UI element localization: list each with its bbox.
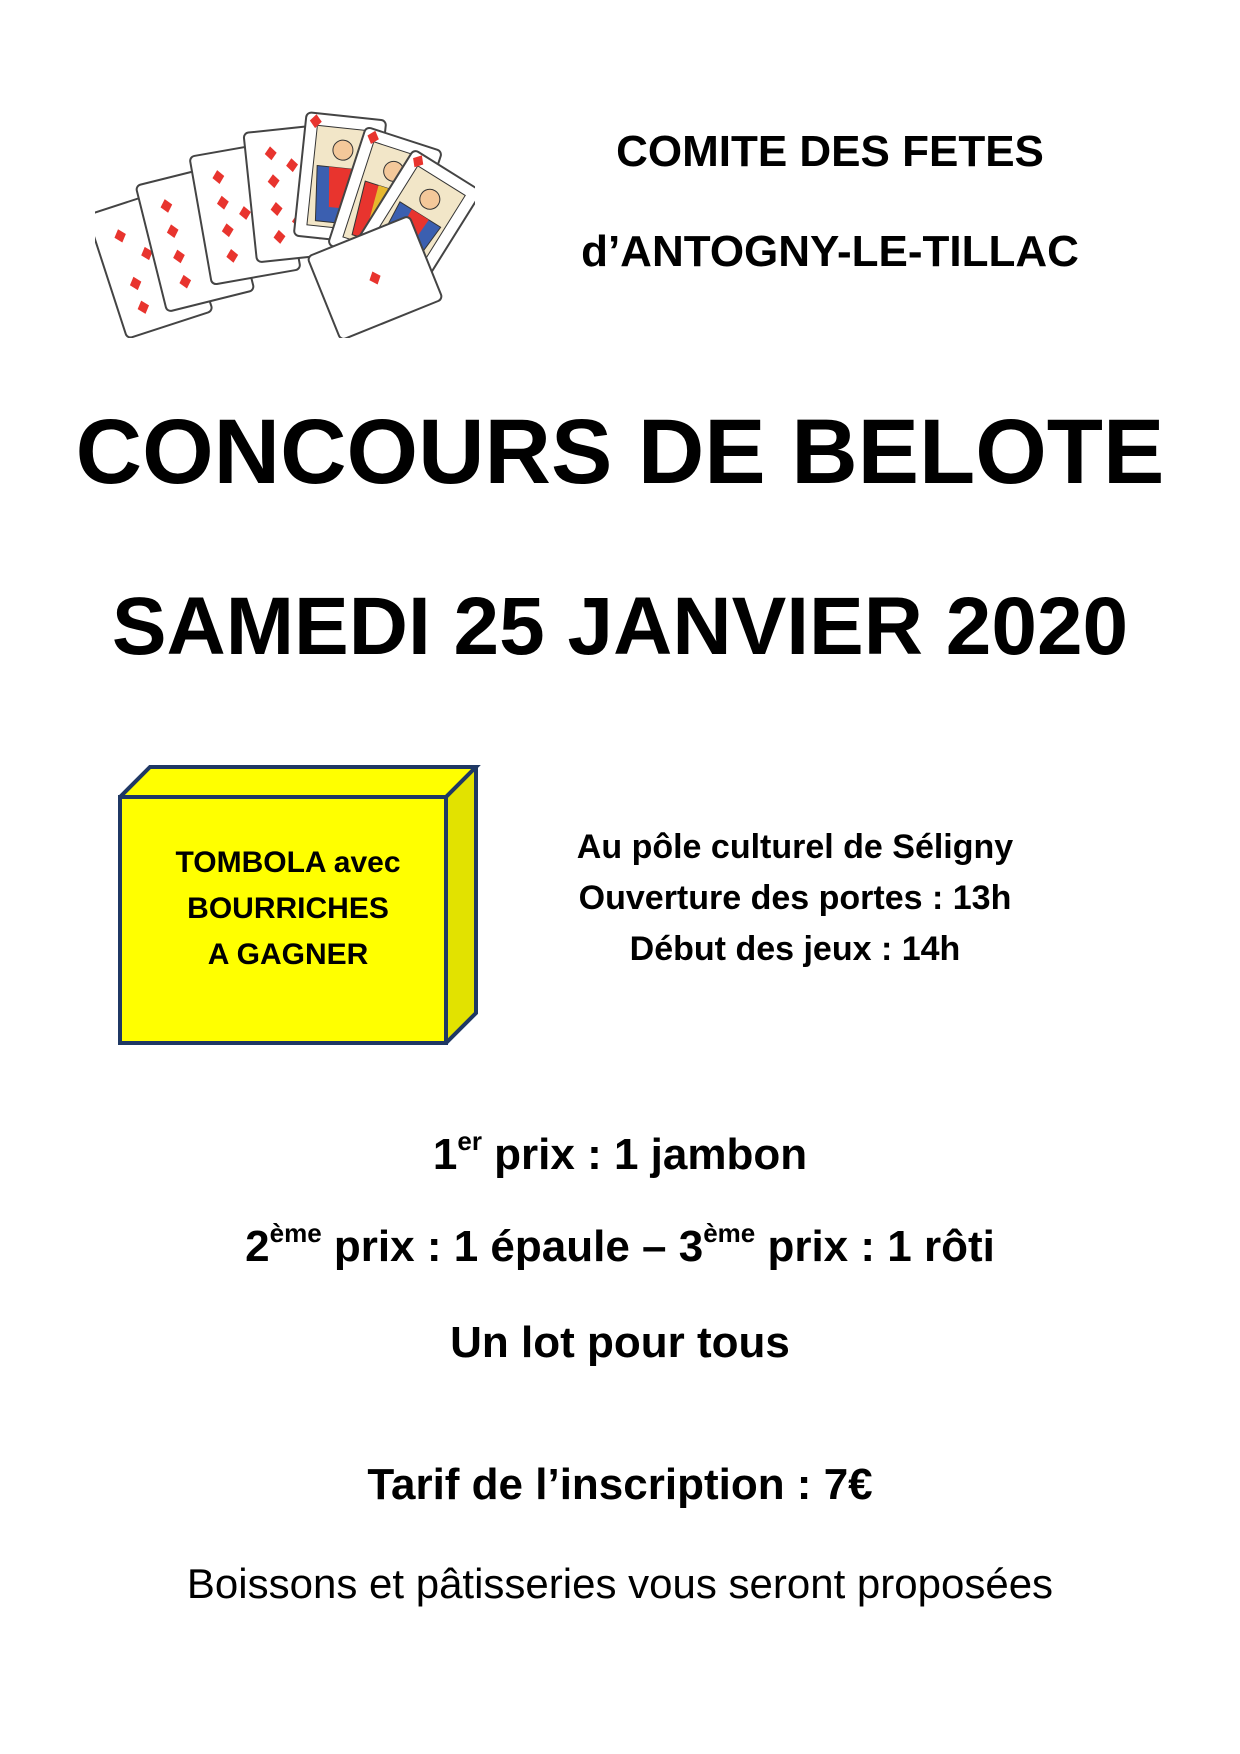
- event-title: CONCOURS DE BELOTE: [75, 401, 1165, 503]
- organizer-location: d’ANTOGNY-LE-TILLAC: [581, 227, 1079, 276]
- first-prize-rank: 1: [432, 1130, 458, 1179]
- first-prize-text: prix : 1 jambon: [481, 1130, 808, 1179]
- venue-location: Au pôle culturel de Séligny: [576, 828, 1014, 866]
- venue-info: [535, 822, 1055, 975]
- organizer-name: COMITE DES FETES: [616, 127, 1044, 176]
- tombola-line-2: BOURRICHES: [187, 892, 389, 925]
- third-prize-text: prix : 1 rôti: [755, 1222, 995, 1271]
- prize-for-all: Un lot pour tous: [450, 1318, 790, 1367]
- event-date: SAMEDI 25 JANVIER 2020: [111, 581, 1129, 672]
- third-prize-suffix: ème: [703, 1218, 756, 1248]
- refreshments-note: Boissons et pâtisseries vous seront proposées: [186, 1560, 1054, 1607]
- second-prize-text: prix : 1 épaule – 3: [321, 1222, 704, 1271]
- tombola-text: [128, 840, 448, 978]
- registration-fee: Tarif de l’inscription : 7€: [367, 1460, 873, 1509]
- second-prize-suffix: ème: [269, 1218, 322, 1248]
- second-third-prize: [0, 1218, 1240, 1272]
- second-prize-rank: 2: [245, 1222, 270, 1271]
- tombola-line-3: A GAGNER: [207, 938, 369, 971]
- first-prize: [0, 1126, 1240, 1180]
- playing-cards-illustration: [95, 88, 475, 338]
- games-start-time: Début des jeux : 14h: [629, 930, 961, 968]
- tombola-line-1: TOMBOLA avec: [175, 846, 401, 879]
- first-prize-suffix: er: [457, 1126, 482, 1156]
- doors-open-time: Ouverture des portes : 13h: [578, 879, 1012, 917]
